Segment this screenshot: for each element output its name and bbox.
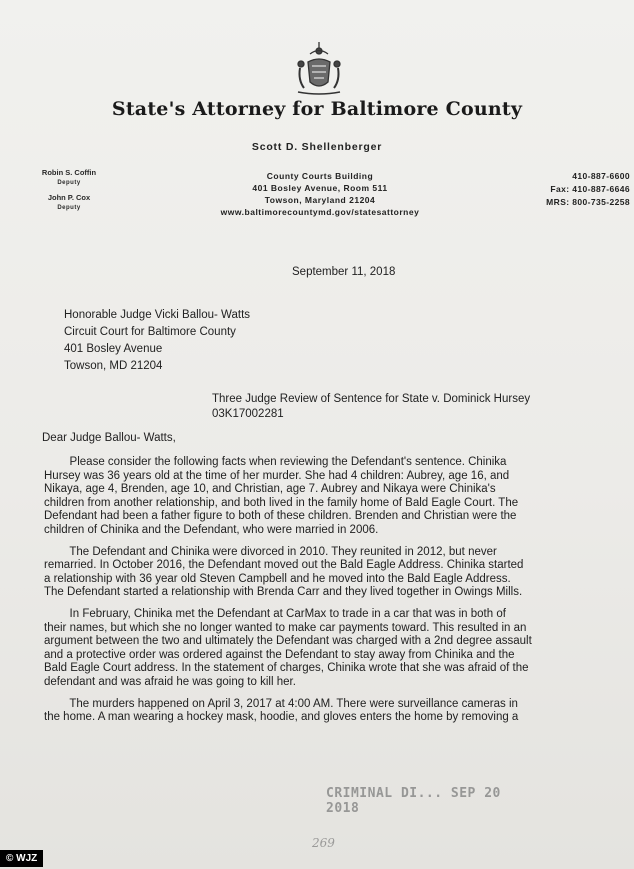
body-line: In February, Chinika met the Defendant at CarMax to trade in a car that was in both of (44, 607, 506, 620)
office-title: State's Attorney for Baltimore County (111, 98, 523, 120)
phone-numbers (495, 170, 630, 209)
fax-line: Fax: 410-887-6646 (550, 184, 630, 194)
body-line: remarried. In October 2016, the Defendant moved out the Bald Eagle Address. Chinika started (44, 559, 524, 572)
address-line: Towson, Maryland 21204 (264, 195, 376, 205)
deputies-block (14, 168, 124, 218)
deputy-name: John P. Cox (47, 193, 91, 202)
body-line: children from another relationship, and both lived in the family home of Bald Eagle Court. The (44, 496, 519, 509)
phone-line: 410-887-6600 (572, 171, 630, 181)
case-number: 03K17002281 (212, 408, 284, 420)
paragraph-2 (44, 546, 564, 600)
recipient-line: Honorable Judge Vicki Ballou- Watts (64, 309, 251, 321)
body-line: argument between the two and ultimately the Defendant was charged with a 2nd degree assault (44, 635, 532, 648)
body-line: and a protective order was ordered against the Defendant to stay away from Chinika and the (44, 648, 515, 661)
subject-line: Three Judge Review of Sentence for State v. Dominick Hursey (212, 393, 531, 405)
image-credit-badge: © WJZ (0, 850, 43, 867)
body-line: the home. A man wearing a hockey mask, hoodie, and gloves enters the home by removing a (44, 711, 519, 724)
mrs-line: MRS: 800-735-2258 (546, 197, 630, 207)
body-line: their names, but which she no longer wanted to make car payments toward. This resulted in an (44, 621, 527, 634)
recipient-line: Circuit Court for Baltimore County (64, 326, 236, 338)
letter-date: September 11, 2018 (292, 266, 396, 278)
received-stamp: CRIMINAL DI... SEP 20 2018 (326, 786, 501, 816)
paragraph-3 (44, 608, 564, 690)
body-line: Nikaya, age 4, Brenden, age 10, and Christian, age 7. Aubrey and Nikaya were Chinika's (44, 483, 496, 496)
office-address (190, 170, 450, 218)
address-line: County Courts Building (266, 171, 374, 181)
website-link: www.baltimorecountymd.gov/statesattorney (220, 207, 420, 217)
body-line: children of Chinika and the Defendant, who were married in 2006. (44, 523, 379, 536)
handwritten-page-number: 269 (312, 836, 335, 850)
paragraph-4 (44, 698, 564, 725)
body-line: The murders happened on April 3, 2017 at 4:00 AM. There were surveillance cameras in (44, 697, 518, 710)
address-line: 401 Bosley Avenue, Room 511 (252, 183, 388, 193)
body-line: a relationship with 36 year old Steven Campbell and he moved into the Bald Eagle Address. (44, 572, 511, 585)
deputy-name: Robin S. Coffin (41, 168, 97, 177)
deputy-title: Deputy (57, 180, 81, 186)
subject-block (212, 392, 530, 422)
body-line: The Defendant and Chinika were divorced in 2010. They reunited in 2012, but never (44, 545, 497, 558)
body-line: defendant and was afraid he was going to kill her. (44, 675, 296, 688)
letter-body (44, 456, 564, 733)
state-attorney-name: Scott D. Shellenberger (251, 141, 383, 153)
recipient-address (64, 307, 250, 375)
body-line: Defendant had been a father figure to both of these children. Brenden and Christian were the (44, 510, 517, 523)
body-line: Bald Eagle Court address. In the statement of charges, Chinika wrote that she was afraid of the (44, 662, 529, 675)
salutation: Dear Judge Ballou- Watts, (42, 432, 176, 444)
paragraph-1 (44, 456, 564, 538)
body-line: The Defendant started a relationship with Brenda Carr and they lived together in Owings Mills. (44, 586, 523, 599)
recipient-line: Towson, MD 21204 (64, 360, 163, 372)
maryland-seal-icon (292, 38, 346, 96)
body-line: Hursey was 36 years old at the time of her murder. She had 4 children: Aubrey, age 16, and (44, 469, 510, 482)
body-line: Please consider the following facts when reviewing the Defendant's sentence. Chinika (44, 456, 507, 468)
recipient-line: 401 Bosley Avenue (64, 343, 163, 355)
deputy-title: Deputy (57, 205, 81, 211)
